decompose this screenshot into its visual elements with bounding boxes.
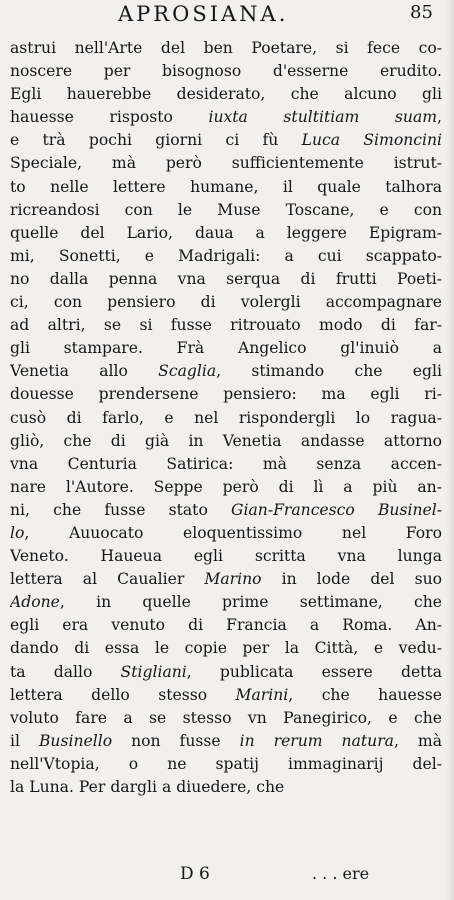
signature-mark: D 6 bbox=[180, 864, 210, 884]
page-gutter-shadow bbox=[446, 0, 454, 900]
italic-text-segment: iuxta stultitiam suam bbox=[208, 108, 438, 127]
text-line bbox=[10, 591, 442, 614]
text-segment: voluto fare a se stesso vn Panegirico, e che bbox=[10, 708, 442, 727]
text-segment: gli stampare. Frà Angelico gl'inuiò a bbox=[10, 339, 442, 358]
text-segment: dando di essa le copie per la Città, e vedu- bbox=[10, 639, 442, 658]
text-segment: mi, Sonetti, e Madrigali: a cui scappato- bbox=[10, 246, 442, 265]
text-segment: no dalla penna vna serqua di frutti Poeti- bbox=[10, 269, 442, 288]
text-segment: in lode del suo bbox=[261, 570, 442, 589]
italic-text-segment: in rerum natura bbox=[239, 731, 394, 750]
text-segment: ta dallo bbox=[10, 662, 121, 681]
text-segment: Veneto. Haueua egli scritta vna lunga bbox=[10, 547, 442, 566]
text-segment: lettera al Caualier bbox=[10, 570, 205, 589]
text-line bbox=[10, 360, 442, 383]
text-segment: Speciale, mà però sufficientemente istrut- bbox=[10, 154, 442, 173]
italic-text-segment: Stigliani bbox=[120, 662, 187, 681]
text-line bbox=[10, 268, 442, 291]
text-line bbox=[10, 152, 442, 175]
text-segment: gliò, che di già in Venetia andasse attorno bbox=[10, 431, 442, 450]
text-segment: , bbox=[437, 108, 442, 127]
text-line bbox=[10, 337, 442, 360]
text-line bbox=[10, 476, 442, 499]
text-segment: ci, con pensiero di volergli accompagnare bbox=[10, 293, 442, 312]
text-line bbox=[10, 545, 442, 568]
text-segment: Egli hauerebbe desiderato, che alcuno gli bbox=[10, 85, 442, 104]
text-segment: il bbox=[10, 731, 39, 750]
text-line bbox=[10, 245, 442, 268]
text-segment: Venetia allo bbox=[10, 362, 159, 381]
text-segment: cusò di farlo, e nel rispondergli lo ragua- bbox=[10, 408, 442, 427]
text-line bbox=[10, 684, 442, 707]
text-segment: ni, che fusse stato bbox=[10, 500, 232, 519]
text-segment: , publicata essere detta bbox=[186, 662, 442, 681]
text-segment: lettera dello stesso bbox=[10, 685, 236, 704]
text-line bbox=[10, 407, 442, 430]
text-segment: la Luna. Per dargli a diuedere, che bbox=[10, 778, 285, 796]
text-line bbox=[10, 291, 442, 314]
text-segment: douesse prendersene pensiero: ma egli ri- bbox=[10, 385, 442, 404]
text-segment: e trà pochi giorni ci fù bbox=[10, 131, 302, 150]
text-line bbox=[10, 199, 442, 222]
text-line bbox=[10, 222, 442, 245]
text-line bbox=[10, 430, 442, 453]
catchword: . . . ere bbox=[312, 864, 370, 883]
page-number: 85 bbox=[410, 2, 433, 23]
italic-text-segment: Scaglia bbox=[158, 362, 217, 381]
text-line bbox=[10, 753, 442, 776]
text-line bbox=[10, 730, 442, 753]
text-segment: nell'Vtopia, o ne spatij immaginarij del- bbox=[10, 754, 442, 773]
page-header bbox=[0, 0, 454, 32]
text-segment: vna Centuria Satirica: mà senza accen- bbox=[10, 454, 442, 473]
text-segment: astrui nell'Arte del ben Poetare, si fece co- bbox=[10, 39, 442, 57]
text-segment: to nelle lettere humane, il quale talhora bbox=[10, 177, 442, 196]
text-line bbox=[10, 453, 442, 476]
text-segment: ricreandosi con le Muse Toscane, e con bbox=[10, 200, 442, 219]
text-line bbox=[10, 129, 442, 152]
text-segment: , Auuocato eloquentissimo nel Foro bbox=[24, 523, 442, 542]
text-line bbox=[10, 314, 442, 337]
text-line bbox=[10, 661, 442, 684]
text-segment: nare l'Autore. Seppe però di lì a più an- bbox=[10, 477, 442, 496]
italic-text-segment: Luca Simoncini bbox=[301, 131, 442, 150]
text-segment: non fusse bbox=[112, 731, 240, 750]
text-line bbox=[10, 499, 442, 522]
text-line bbox=[10, 707, 442, 730]
text-line bbox=[10, 383, 442, 406]
text-segment: noscere per bisognoso d'esserne erudito. bbox=[10, 62, 442, 81]
italic-text-segment: Gian-Francesco Businel- bbox=[231, 500, 442, 519]
text-line bbox=[10, 614, 442, 637]
text-line bbox=[10, 568, 442, 591]
italic-text-segment: Marini bbox=[235, 685, 289, 704]
text-line bbox=[10, 83, 442, 106]
italic-text-segment: Adone bbox=[10, 593, 60, 612]
text-segment: egli era venuto di Francia a Roma. An- bbox=[10, 616, 442, 635]
text-line bbox=[10, 637, 442, 660]
text-line bbox=[10, 60, 442, 83]
text-segment: hauesse risposto bbox=[10, 108, 209, 127]
body-text bbox=[10, 37, 442, 799]
text-segment: , mà bbox=[393, 731, 442, 750]
text-segment: , che hauesse bbox=[288, 685, 442, 704]
text-segment: , stimando che egli bbox=[216, 362, 442, 381]
text-line bbox=[10, 176, 442, 199]
text-line bbox=[10, 106, 442, 129]
text-line bbox=[10, 776, 442, 799]
text-segment: ad altri, se si fusse ritrouato modo di far- bbox=[10, 316, 442, 335]
italic-text-segment: Marino bbox=[204, 570, 262, 589]
running-title: APROSIANA. bbox=[118, 2, 289, 26]
text-segment: quelle del Lario, daua a leggere Epigram- bbox=[10, 223, 442, 242]
italic-text-segment: Businello bbox=[38, 731, 113, 750]
page-footer bbox=[0, 862, 454, 892]
text-line bbox=[10, 522, 442, 545]
text-line bbox=[10, 37, 442, 60]
text-segment: , in quelle prime settimane, che bbox=[59, 593, 442, 612]
italic-text-segment: lo bbox=[10, 523, 25, 542]
